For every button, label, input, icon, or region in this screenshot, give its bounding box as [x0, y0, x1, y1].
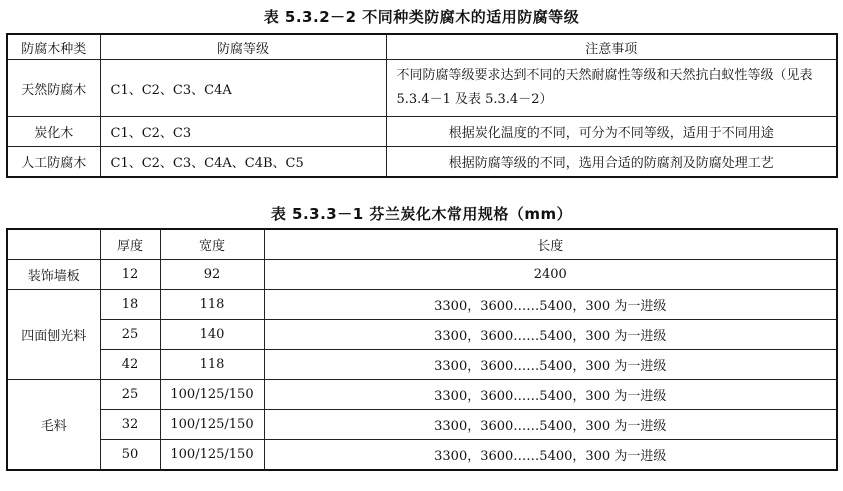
cell-thickness: 18 [100, 290, 160, 320]
table-row [7, 60, 837, 117]
header-note: 注意事项 [386, 34, 837, 60]
cell-length: 3300，3600……5400，300 为一进级 [264, 380, 837, 410]
cell-length: 2400 [264, 260, 837, 290]
header-width: 宽度 [160, 229, 264, 260]
table2-title: 表 5.3.3－1 芬兰炭化木常用规格（mm） [270, 205, 573, 223]
cell-grade: C1、C2、C3、C4A [100, 60, 386, 117]
cell-type: 天然防腐木 [7, 60, 100, 117]
cell-length: 3300，3600……5400，300 为一进级 [264, 290, 837, 320]
header-category [7, 229, 100, 260]
cell-category: 四面刨光料 [7, 290, 100, 380]
cell-thickness: 25 [100, 380, 160, 410]
cell-length: 3300，3600……5400，300 为一进级 [264, 350, 837, 380]
table-row [7, 320, 837, 350]
cell-thickness: 32 [100, 410, 160, 440]
cell-type: 炭化木 [7, 117, 100, 147]
cell-note: 根据防腐等级的不同，选用合适的防腐剂及防腐处理工艺 [386, 147, 837, 178]
table-row [7, 350, 837, 380]
table-row [7, 260, 837, 290]
cell-width: 140 [160, 320, 264, 350]
cell-grade: C1、C2、C3、C4A、C4B、C5 [100, 147, 386, 178]
cell-note: 根据炭化温度的不同，可分为不同等级，适用于不同用途 [386, 117, 837, 147]
cell-thickness: 42 [100, 350, 160, 380]
cell-length: 3300，3600……5400，300 为一进级 [264, 410, 837, 440]
table-row [7, 380, 837, 410]
table-row [7, 410, 837, 440]
header-grade: 防腐等级 [100, 34, 386, 60]
cell-thickness: 25 [100, 320, 160, 350]
cell-note: 不同防腐等级要求达到不同的天然耐腐性等级和天然抗白蚁性等级（见表 5.3.4－1 及表 5.3.4－2） [386, 60, 837, 117]
cell-width: 100/125/150 [160, 380, 264, 410]
cell-thickness: 12 [100, 260, 160, 290]
cell-thickness: 50 [100, 440, 160, 471]
table-row [7, 290, 837, 320]
table-row [7, 147, 837, 178]
cell-type: 人工防腐木 [7, 147, 100, 178]
cell-width: 100/125/150 [160, 410, 264, 440]
cell-width: 118 [160, 350, 264, 380]
header-length: 长度 [264, 229, 837, 260]
cell-width: 92 [160, 260, 264, 290]
table-row [7, 117, 837, 147]
header-thickness: 厚度 [100, 229, 160, 260]
cell-category: 装饰墙板 [7, 260, 100, 290]
table-row [7, 440, 837, 471]
table-header-row [7, 34, 837, 60]
cell-length: 3300，3600……5400，300 为一进级 [264, 320, 837, 350]
table-carbonized-wood-specs [6, 228, 838, 471]
header-type: 防腐木种类 [7, 34, 100, 60]
table-header-row [7, 229, 837, 260]
cell-grade: C1、C2、C3 [100, 117, 386, 147]
cell-width: 118 [160, 290, 264, 320]
cell-width: 100/125/150 [160, 440, 264, 471]
cell-length: 3300，3600……5400，300 为一进级 [264, 440, 837, 471]
table1-title: 表 5.3.2－2 不同种类防腐木的适用防腐等级 [263, 8, 580, 26]
cell-category: 毛料 [7, 380, 100, 471]
table-preservative-grades [6, 33, 838, 178]
